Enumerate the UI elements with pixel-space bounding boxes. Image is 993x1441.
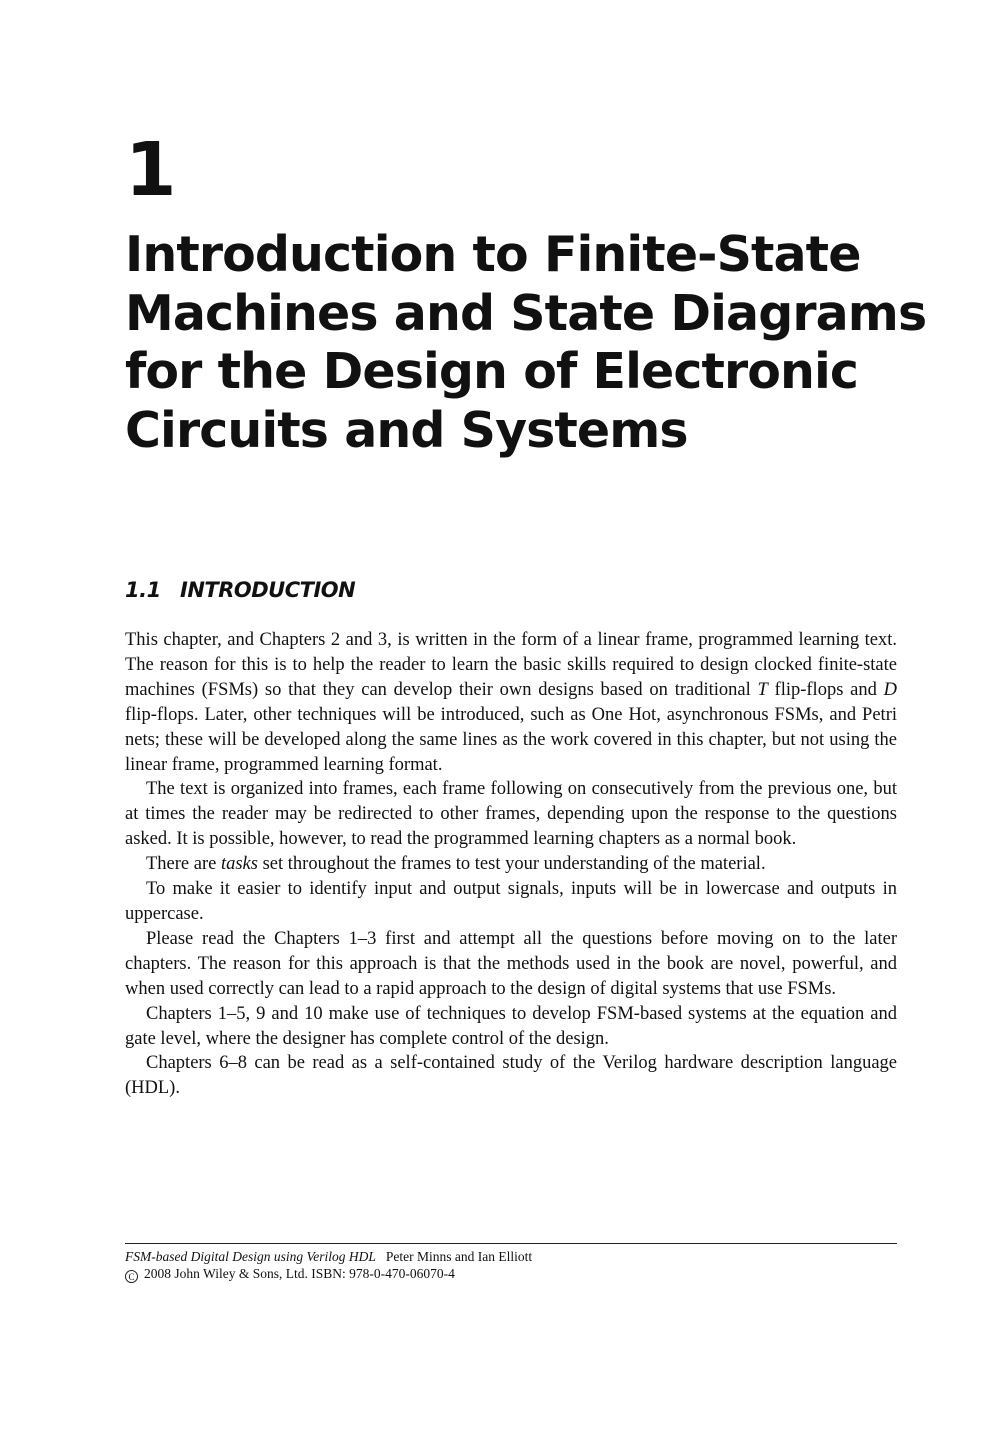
footer-copyright-text: 2008 John Wiley & Sons, Ltd. ISBN: 978-0-470-06070-4 [144,1266,455,1281]
footer-copyright [125,1265,532,1283]
chapter-title-line: Machines and State Diagrams [125,284,927,342]
italic-letter: T [757,679,768,700]
footer-citation [125,1248,532,1265]
copyright-icon: C [125,1270,138,1283]
paragraph [125,628,897,777]
paragraph-text: There are [146,854,221,875]
chapter-title-line: for the Design of Electronic [125,343,859,400]
chapter-title-line: Circuits and Systems [125,401,688,459]
paragraph: The text is organized into frames, each frame following on consecutively from the previous one, but at times the reader may be redirected to other frames, depending upon the response to the questions asked. It is possible, however, to read the programmed learning chapters as a normal book. [125,779,897,850]
chapter-number: 1 [125,127,177,213]
footer-book-title: FSM-based Digital Design using Verilog HDL [125,1249,376,1264]
paragraph-text: flip-flops. Later, other techniques will be introduced, such as One Hot, asynchronous FSMs, and Petri nets; these will be developed along the same lines as the work covered in this chapter, but not using the linear frame, programmed learning format. [125,704,897,775]
chapter-title-line: Introduction to Finite-State [125,226,861,283]
paragraph-text: This chapter, and Chapters 2 and 3, is written in the form of a linear frame, programmed learning text. The reason for this is to help the reader to learn the basic skills required to design clocked finite-state machines (FSMs) so that they can develop their own designs based on traditional [125,630,897,700]
footer-authors: Peter Minns and Ian Elliott [385,1249,533,1264]
section-title: INTRODUCTION [180,578,356,602]
italic-word: tasks [220,854,258,875]
paragraph: Please read the Chapters 1–3 first and attempt all the questions before moving on to the later chapters. The reason for this approach is that the methods used in the book are novel, powerful, and when used correctly can lead to a rapid approach to the design of digital systems that use FSMs. [125,928,897,999]
paragraph: Chapters 1–5, 9 and 10 make use of techniques to develop FSM-based systems at the equation and gate level, where the designer has complete control of the design. [125,1003,897,1049]
paragraph: Chapters 6–8 can be read as a self-contained study of the Verilog hardware description language (HDL). [125,1053,897,1099]
paragraph [125,852,897,877]
page-footer [125,1248,532,1283]
italic-letter: D [883,679,897,700]
chapter-title [125,226,927,460]
paragraph-text: flip-flops and [767,679,884,700]
paragraph-text: set throughout the frames to test your understanding of the material. [257,854,766,875]
paragraph: To make it easier to identify input and output signals, inputs will be in lowercase and outputs in uppercase. [125,879,897,924]
footer-divider [125,1243,897,1244]
section-number: 1.1 [125,578,161,602]
section-heading [125,576,355,604]
body-text [125,628,897,1101]
